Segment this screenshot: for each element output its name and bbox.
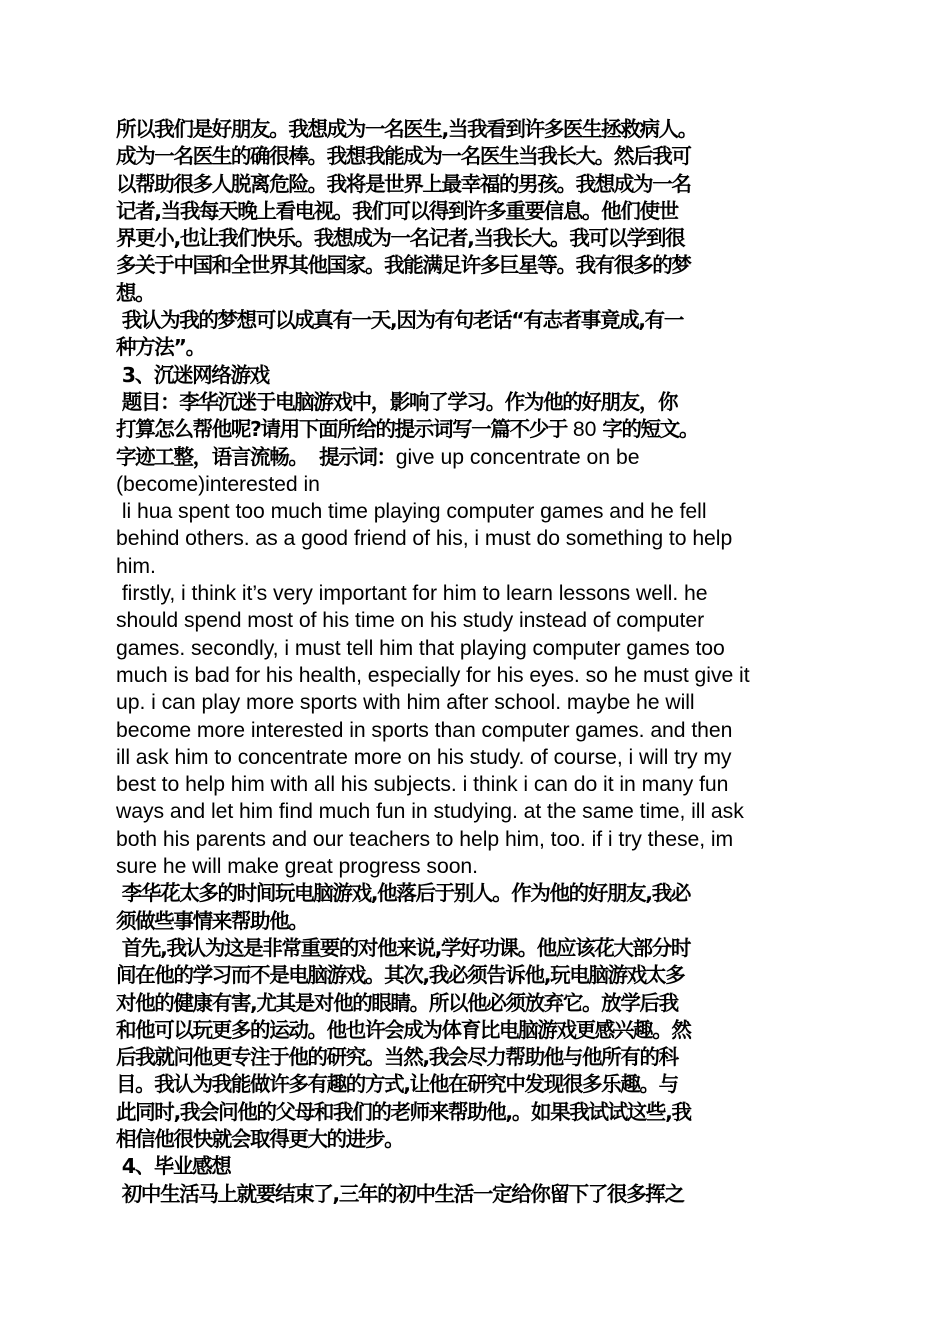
text-line: 所以我们是好朋友。我想成为一名医生,当我看到许多医生拯救病人。: [116, 117, 697, 141]
text-line: 目。我认为我能做许多有趣的方式,让他在研究中发现很多乐趣。与: [116, 1072, 678, 1097]
text-line: 我认为我的梦想可以成真有一天,因为有句老话“有志者事竟成,有一: [116, 308, 683, 333]
text-line: much is bad for his health, especially for his eyes. so he must give it: [116, 663, 750, 687]
text-line: become more interested in sports than computer games. and then: [116, 718, 733, 742]
text-line-en-part: 80: [567, 418, 603, 442]
text-line: (become)interested in: [116, 472, 320, 496]
text-line: behind others. as a good friend of his, i must do something to help: [116, 527, 733, 551]
text-line: both his parents and our teachers to help him, too. if i try these, im: [116, 827, 734, 851]
text-line-zh-part: 打算怎么帮他呢?请用下面所给的提示词写一篇不少于: [116, 417, 567, 442]
text-line: 界更小,也让我们快乐。我想成为一名记者,当我长大。我可以学到很: [116, 226, 685, 251]
text-line: ill ask him to concentrate more on his study. of course, i will try my: [116, 745, 732, 769]
text-line: 以帮助很多人脱离危险。我将是世界上最幸福的男孩。我想成为一名: [116, 171, 691, 196]
text-line: li hua spent too much time playing computer games and he fell: [116, 500, 707, 524]
text-line-zh-part: 字迹工整，语言流畅。 提示词：: [116, 444, 396, 469]
text-line: him.: [116, 554, 156, 578]
text-line: firstly, i think it’s very important for him to learn lessons well. he: [116, 582, 708, 606]
text-line: 4、毕业感想: [116, 1154, 231, 1179]
text-line: ways and let him find much fun in studying. at the same time, ill ask: [116, 800, 744, 824]
text-line: [116, 444, 838, 471]
text-line: 初中生活马上就要结束了,三年的初中生活一定给你留下了很多挥之: [116, 1181, 684, 1206]
text-line: 对他的健康有害,尤其是对他的眼睛。所以他必须放弃它。放学后我: [116, 990, 678, 1015]
text-line: best to help him with all his subjects. i think i can do it in many fun: [116, 773, 729, 797]
text-line: [116, 416, 838, 443]
text-line: 李华花太多的时间玩电脑游戏,他落后于别人。作为他的好朋友,我必: [116, 881, 691, 906]
text-line: 首先,我认为这是非常重要的对他来说,学好功课。他应该花大部分时: [116, 935, 691, 960]
text-line: 题目：李华沉迷于电脑游戏中，影响了学习。作为他的好朋友，你: [116, 389, 678, 414]
text-line: 和他可以玩更多的运动。他也许会成为体育比电脑游戏更感兴趣。然: [116, 1017, 691, 1042]
text-line: 成为一名医生的确很棒。我想我能成为一名医生当我长大。然后我可: [116, 144, 691, 169]
document-page: [116, 116, 838, 1208]
text-line: 后我就问他更专注于他的研究。当然,我会尽力帮助他与他所有的科: [116, 1045, 678, 1070]
text-line: up. i can play more sports with him after school. maybe he will: [116, 691, 695, 715]
text-line: 多关于中国和全世界其他国家。我能满足许多巨星等。我有很多的梦: [116, 253, 691, 278]
text-line-zh-part: 字的短文。: [602, 417, 699, 442]
text-line: 须做些事情来帮助他。: [116, 908, 308, 933]
text-line: 此同时,我会问他的父母和我们的老师来帮助他,。如果我试试这些,我: [116, 1099, 691, 1124]
text-line-en-part: give up concentrate on be: [395, 445, 640, 469]
text-line: 想。: [116, 280, 155, 305]
text-line: 3、沉迷网络游戏: [116, 362, 269, 387]
text-line: 记者,当我每天晚上看电视。我们可以得到许多重要信息。他们使世: [116, 198, 678, 223]
text-line: sure he will make great progress soon.: [116, 855, 478, 879]
text-line: should spend most of his time on his study instead of computer: [116, 609, 705, 633]
text-line: 间在他的学习而不是电脑游戏。其次,我必须告诉他,玩电脑游戏太多: [116, 963, 685, 988]
text-line: 相信他很快就会取得更大的进步。: [116, 1126, 404, 1151]
text-line: 种方法”。: [116, 335, 205, 360]
text-line: games. secondly, i must tell him that playing computer games too: [116, 636, 725, 660]
